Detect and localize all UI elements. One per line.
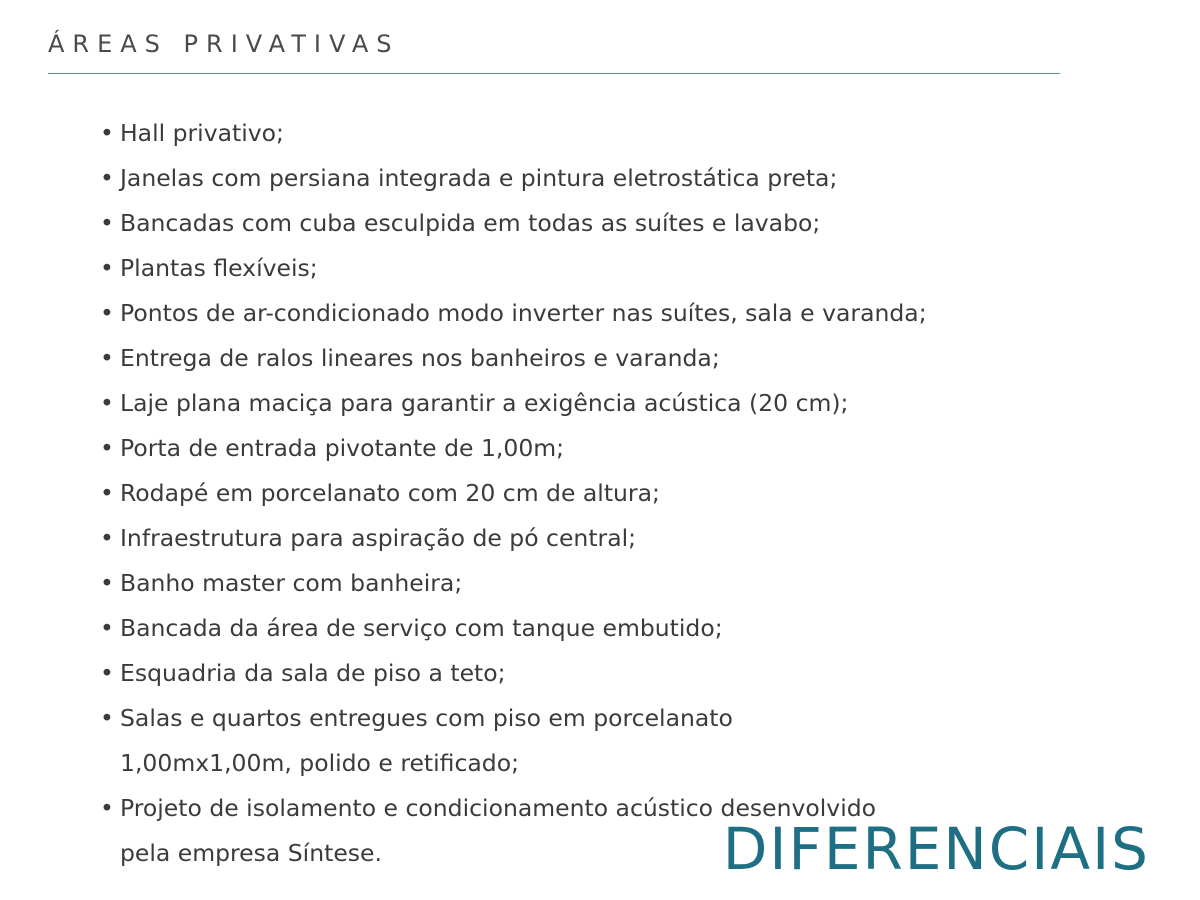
- list-item: [100, 156, 1080, 201]
- list-item-text: Salas e quartos entregues com piso em porcelanato 1,00mx1,00m, polido e retificado;: [120, 704, 733, 777]
- list-item-text: Janelas com persiana integrada e pintura eletrostática preta;: [120, 164, 838, 192]
- list-item-text: Infraestrutura para aspiração de pó central;: [120, 524, 637, 552]
- bullet-icon: •: [100, 479, 114, 507]
- bullet-icon: •: [100, 209, 114, 237]
- bullet-icon: •: [100, 299, 114, 327]
- bullet-icon: •: [100, 119, 114, 147]
- list-item-text: Pontos de ar-condicionado modo inverter nas suítes, sala e varanda;: [120, 299, 927, 327]
- list-item-text: Porta de entrada pivotante de 1,00m;: [120, 434, 565, 462]
- bullet-icon: •: [100, 794, 114, 822]
- bullet-icon: •: [100, 164, 114, 192]
- features-list: [100, 111, 1080, 876]
- list-item: [100, 471, 1080, 516]
- bullet-icon: •: [100, 614, 114, 642]
- list-item: [100, 201, 1080, 246]
- list-item-text: Projeto de isolamento e condicionamento acústico desenvolvido pela empresa Síntese.: [120, 794, 877, 867]
- list-item-text: Bancadas com cuba esculpida em todas as suítes e lavabo;: [120, 209, 821, 237]
- list-item: [100, 696, 1080, 786]
- list-item-text: Plantas flexíveis;: [120, 254, 318, 282]
- list-item-text: Bancada da área de serviço com tanque embutido;: [120, 614, 723, 642]
- list-item-text: Entrega de ralos lineares nos banheiros e varanda;: [120, 344, 720, 372]
- list-item: [100, 606, 1080, 651]
- list-item: [100, 381, 1080, 426]
- list-item-text: Rodapé em porcelanato com 20 cm de altura;: [120, 479, 660, 507]
- bullet-icon: •: [100, 569, 114, 597]
- bullet-icon: •: [100, 524, 114, 552]
- bullet-icon: •: [100, 254, 114, 282]
- list-item: [100, 336, 1080, 381]
- list-item: [100, 651, 1080, 696]
- list-item-text: Hall privativo;: [120, 119, 284, 147]
- section-title: ÁREAS PRIVATIVAS: [48, 30, 400, 58]
- list-item-text: Banho master com banheira;: [120, 569, 463, 597]
- bullet-icon: •: [100, 344, 114, 372]
- bullet-icon: •: [100, 659, 114, 687]
- bullet-icon: •: [100, 704, 114, 732]
- list-item-text: Laje plana maciça para garantir a exigência acústica (20 cm);: [120, 389, 849, 417]
- list-item: [100, 291, 1080, 336]
- bullet-icon: •: [100, 389, 114, 417]
- list-item: [100, 426, 1080, 471]
- list-item: [100, 516, 1080, 561]
- list-item-text: Esquadria da sala de piso a teto;: [120, 659, 506, 687]
- list-item: [100, 246, 1080, 291]
- list-item: [100, 561, 1080, 606]
- list-item: [100, 111, 1080, 156]
- section-brand-word: DIFERENCIAIS: [722, 815, 1150, 883]
- bullet-icon: •: [100, 434, 114, 462]
- title-divider: [48, 73, 1060, 74]
